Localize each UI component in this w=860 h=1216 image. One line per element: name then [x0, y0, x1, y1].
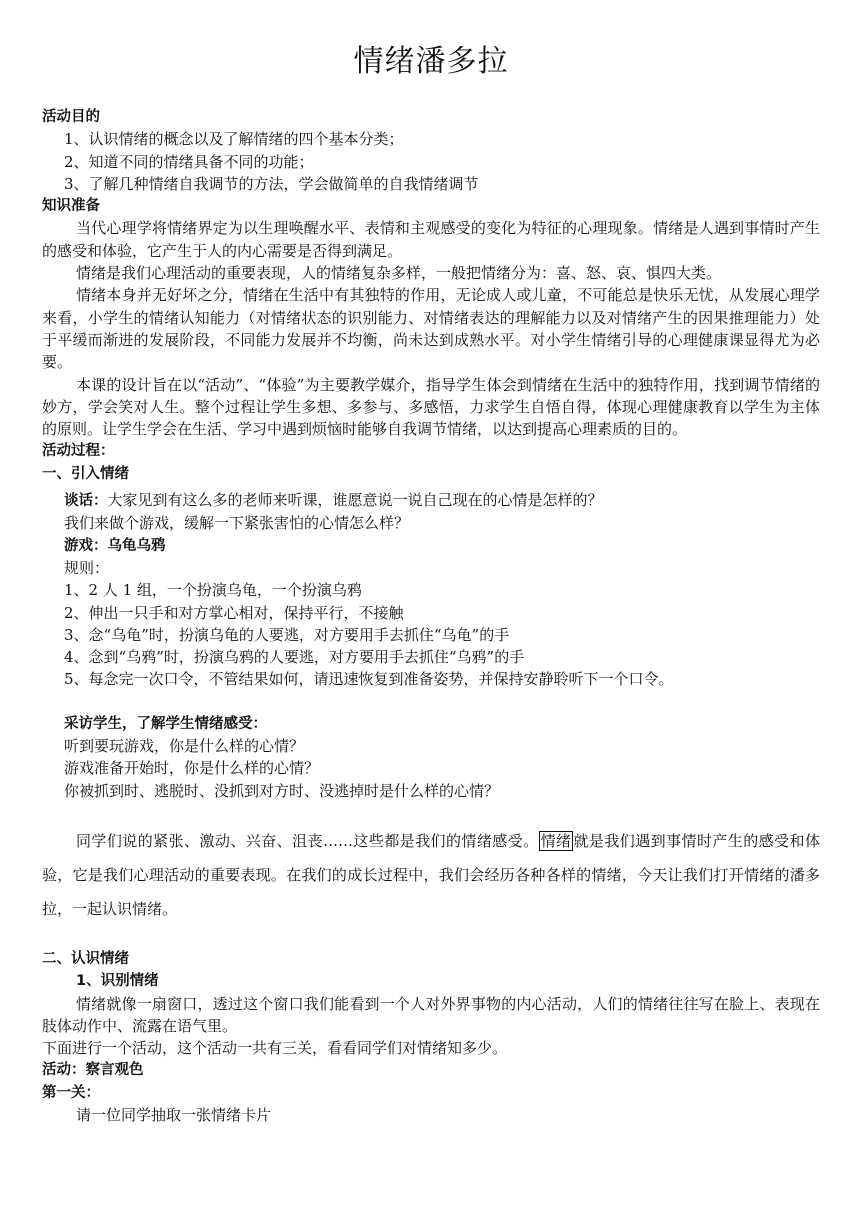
- section-heading-knowledge: 知识准备: [42, 198, 100, 215]
- interview-question: 你被抓到时、逃脱时、没抓到对方时、没逃掉时是什么样的心情？: [64, 781, 500, 800]
- document-title: 情绪潘多拉: [353, 44, 509, 79]
- summary-after: 就是我们遇到事情时产生的感受和体验，它是我们心理活动的重要表现。在我们的成长过程中，我们会经历各种各样的情绪，今天让我们打开情绪的潘多拉，一起认识情绪。: [42, 831, 820, 918]
- level1-label: 第一关：: [42, 1084, 100, 1101]
- game-label: 游戏：乌龟乌鸦: [64, 537, 166, 554]
- activity-label: 活动：察言观色: [42, 1062, 144, 1079]
- section-heading-process: 活动过程：: [42, 443, 115, 460]
- knowledge-paragraph: 当代心理学将情绪界定为以生理唤醒水平、表情和主观感受的变化为特征的心理现象。情绪是人遇到事情时产生的感受和体验，它产生于人的内心需要是否得到满足。: [42, 219, 820, 260]
- purpose-item: 3、了解几种情绪自我调节的方法，学会做简单的自我情绪调节: [64, 174, 479, 193]
- knowledge-paragraph: 情绪本身并无好坏之分，情绪在生活中有其独特的作用，无论成人或儿童，不可能总是快乐无忧，从发展心理学来看，小学生的情绪认知能力（对情绪状态的识别能力、对情绪表达的理解能力以及对情绪产生的因果推理能力）处于平缓而渐进的发展阶段，不同能力发展并不均衡，尚未达到成熟水平。对小学生情绪引导的心理健康课显得尤为必要。: [42, 286, 820, 372]
- talk-line: [42, 489, 820, 512]
- rule-item: 5、每念完一次口令，不管结果如何，请迅速恢复到准备姿势，并保持安静聆听下一个口令。: [64, 670, 674, 689]
- section-heading-purpose: 活动目的: [42, 109, 100, 125]
- spacer: [42, 926, 820, 948]
- game-intro-line: 我们来做个游戏，缓解一下紧张害怕的心情怎么样？: [64, 514, 410, 533]
- level1-text: 请一位同学抽取一张情绪卡片: [76, 1105, 272, 1124]
- purpose-item: 1、认识情绪的概念以及了解情绪的四个基本分类；: [64, 130, 404, 149]
- knowledge-paragraph: 情绪是我们心理活动的重要表现，人的情绪复杂多样，一般把情绪分为：喜、怒、哀、惧四大类。: [76, 264, 722, 283]
- talk-text: 大家见到有这么多的老师来听课，谁愿意说一说自己现在的心情是怎样的？: [107, 491, 603, 510]
- rule-item: 1、2 人 1 组，一个扮演乌龟，一个扮演乌鸦: [64, 581, 362, 600]
- interview-label: 采访学生，了解学生情绪感受：: [64, 715, 267, 732]
- rule-item: 4、念到“乌鸦”时，扮演乌鸦的人要逃，对方要用手去抓住“乌鸦”的手: [64, 648, 525, 667]
- purpose-item: 2、知道不同的情绪具备不同的功能；: [64, 152, 314, 171]
- interview-question: 听到要玩游戏，你是什么样的心情？: [64, 737, 305, 756]
- knowledge-paragraph: 本课的设计旨在以“活动”、“体验”为主要教学媒介，指导学生体会到情绪在生活中的独特作用，找到调节情绪的妙方，学会笑对人生。整个过程让学生多想、多参与、多感悟，力求学生自悟自得，体现心理健康教育以学生为主体的原则。让学生学会在生活、学习中遇到烦恼时能够自我调节情绪，以达到提高心理素质的目的。: [42, 375, 820, 439]
- sub-heading-identify: 1、识别情绪: [76, 973, 159, 990]
- spacer: [42, 691, 820, 713]
- summary-paragraph: [42, 824, 820, 926]
- boxed-term: 情绪: [540, 831, 572, 850]
- interview-question: 游戏准备开始时，你是什么样的心情？: [64, 759, 320, 778]
- rules-label: 规则：: [64, 558, 110, 577]
- part1-heading: 一、引入情绪: [42, 465, 129, 482]
- document-page: [42, 40, 820, 1126]
- spacer: [42, 802, 820, 824]
- rule-item: 2、伸出一只手和对方掌心相对，保持平行，不接触: [64, 603, 404, 622]
- rule-item: 3、念“乌龟”时，扮演乌龟的人要逃，对方要用手去抓住“乌龟”的手: [64, 625, 510, 644]
- part2-heading: 二、认识情绪: [42, 950, 129, 967]
- summary-before: 同学们说的紧张、激动、兴奋、沮丧……这些都是我们的情绪感受。: [76, 831, 539, 850]
- activity-intro: 下面进行一个活动，这个活动一共有三关，看看同学们对情绪知多少。: [42, 1039, 508, 1058]
- identify-paragraph: 情绪就像一扇窗口，透过这个窗口我们能看到一个人对外界事物的内心活动，人们的情绪往往写在脸上、表现在肢体动作中、流露在语气里。: [42, 994, 820, 1035]
- talk-label: 谈话：: [64, 493, 108, 510]
